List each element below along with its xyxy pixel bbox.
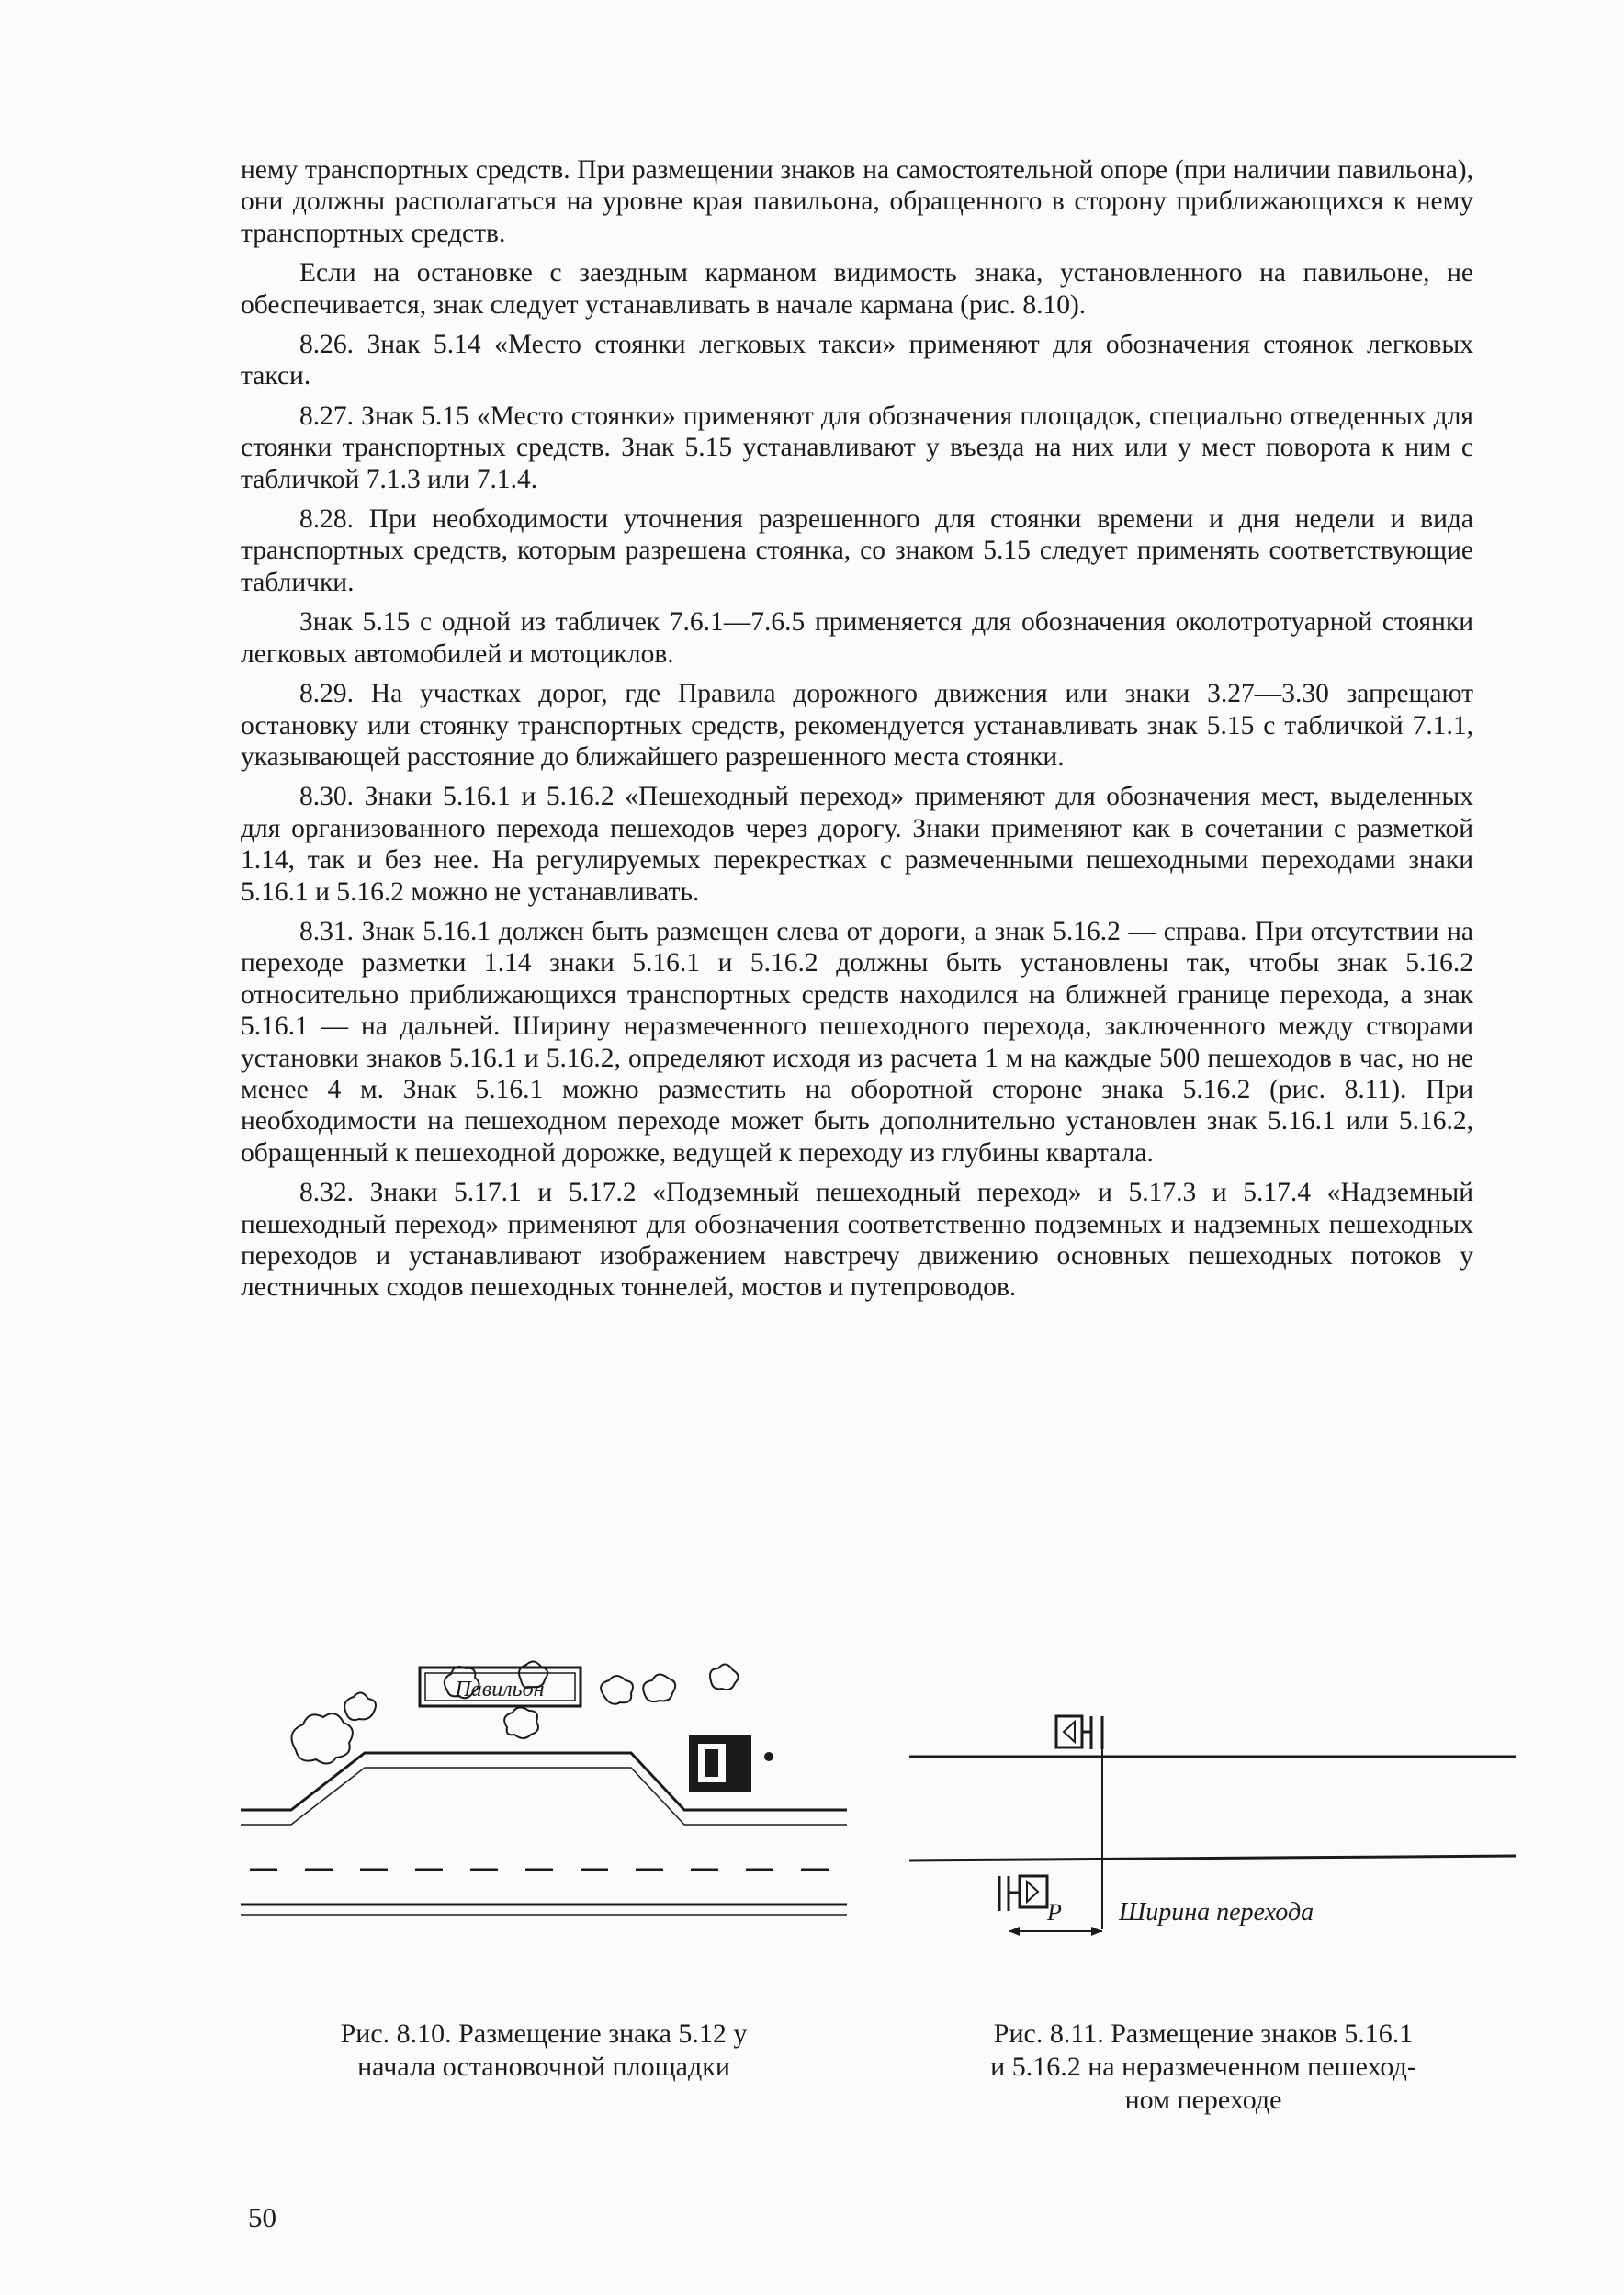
bus-stop-sign-5-12 bbox=[689, 1735, 773, 1792]
road-edge-pocket bbox=[241, 1753, 847, 1825]
figure-8-10-caption bbox=[241, 2018, 847, 2084]
paragraph-continuation: нему транспортных средств. При размещении знаков на самостоятельной опоре (при наличии павильона), они должны располагаться на уровне края павильона, обращенного в сторону приближающихся к нему транспортных средств. bbox=[241, 155, 1473, 248]
paragraph-8-32: 8.32. Знаки 5.17.1 и 5.17.2 «Подземный пешеходный переход» и 5.17.3 и 5.17.4 «Надземный пешеходный переход» применяют для обозначения соответственно подземных и надземных пешеходных переходов и устанавливают изображением навстречу движению основных пешеходных потоков у лестничных сходов пешеходных тоннелей, мостов и путепроводов. bbox=[241, 1178, 1473, 1303]
caption-line: Рис. 8.11. Размещение знаков 5.16.1 bbox=[993, 2018, 1414, 2049]
paragraph-8-30: 8.30. Знаки 5.16.1 и 5.16.2 «Пешеходный переход» применяют для обозначения мест, выделенных для организованного перехода пешеходов через дорогу. Знаки применяют как в сочетании с разметкой 1.14, так и без нее. На регулируемых перекрестках с размеченными пешеходными переходами знаки 5.16.1 и 5.16.2 можно не устанавливать. bbox=[241, 782, 1473, 907]
road-edge-bottom bbox=[909, 1856, 1516, 1860]
figure-8-11-crossing-diagram bbox=[909, 1690, 1516, 1939]
paragraph-8-26: 8.26. Знак 5.14 «Место стоянки легковых такси» применяют для обозначения стоянок легковых такси. bbox=[241, 330, 1473, 391]
paragraph-8-31: 8.31. Знак 5.16.1 должен быть размещен слева от дороги, а знак 5.16.2 — справа. При отсутствии на переходе разметки 1.14 знаки 5.16.1 и 5.16.2 должны быть установлены так, чтобы знак 5.16.2 относительно приближающихся транспортных средств находился на ближней границе перехода, а знак 5.16.1 — на дальней. Ширину неразмеченного пешеходного перехода, заключенного между створами установки знаков 5.16.1 и 5.16.2, определяют исходя из расчета 1 м на каждые 500 пешеходов в час, но не менее 4 м. Знак 5.16.1 можно разместить на оборотной стороне знака 5.16.2 (рис. 8.11). При необходимости на пешеходном переходе может быть дополнительно установлен знак 5.16.1 или 5.16.2, обращенный к пешеходной дорожке, ведущей к переходу из глубины квартала. bbox=[241, 916, 1473, 1168]
paragraph-8-29: 8.29. На участках дорог, где Правила дорожного движения или знаки 3.27—3.30 запрещают остановку или стоянку транспортных средств, рекомендуется устанавливать знак 5.15 с табличкой 7.1.1, указывающей расстояние до ближайшего разрешенного места стоянки. bbox=[241, 679, 1473, 772]
caption-line: начала остановочной площадки bbox=[357, 2052, 730, 2082]
paragraph-pocket-visibility: Если на остановке с заездным карманом видимость знака, установленного на павильоне, не обеспечивается, знак следует устанавливать в начале кармана (рис. 8.10). bbox=[241, 258, 1473, 320]
crossing-width-label: Ширина перехода bbox=[1119, 1898, 1314, 1927]
page-number: 50 bbox=[248, 2201, 276, 2233]
paragraph-8-27: 8.27. Знак 5.15 «Место стоянки» применяют для обозначения площадок, специально отведенных для стоянки транспортных средств. Знак 5.15 устанавливают у въезда на них или у мест поворота к ним с табличкой 7.1.3 или 7.1.4. bbox=[241, 401, 1473, 494]
dimension-p bbox=[1009, 1899, 1102, 1936]
caption-line: Рис. 8.10. Размещение знака 5.12 у bbox=[340, 2018, 748, 2049]
paragraph-8-28: 8.28. При необходимости уточнения разрешенного для стоянки времени и дня недели и вида транспортных средств, которым разрешена стоянка, со знаком 5.15 следует применять соответствующие таблички. bbox=[241, 504, 1473, 597]
sign-5-16-2-top bbox=[1056, 1716, 1102, 1749]
caption-line: и 5.16.2 на неразмеченном пешеход- bbox=[990, 2052, 1416, 2082]
paragraph-sign-5-15: Знак 5.15 с одной из табличек 7.6.1—7.6.5 применяется для обозначения околотротуарной стоянки легковых автомобилей и мотоциклов. bbox=[241, 607, 1473, 669]
figure-8-11-caption bbox=[882, 2018, 1525, 2117]
pavilion bbox=[420, 1668, 581, 1706]
pavilion-label: Павильон bbox=[455, 1678, 545, 1701]
figure-8-10-bus-stop-diagram bbox=[241, 1645, 847, 1929]
road-far-edge bbox=[241, 1905, 847, 1915]
body-text bbox=[241, 154, 1473, 1312]
dimension-label: P bbox=[1047, 1899, 1062, 1926]
sign-5-16-1-bottom bbox=[999, 1876, 1047, 1911]
caption-line: ном переходе bbox=[1124, 2085, 1282, 2115]
